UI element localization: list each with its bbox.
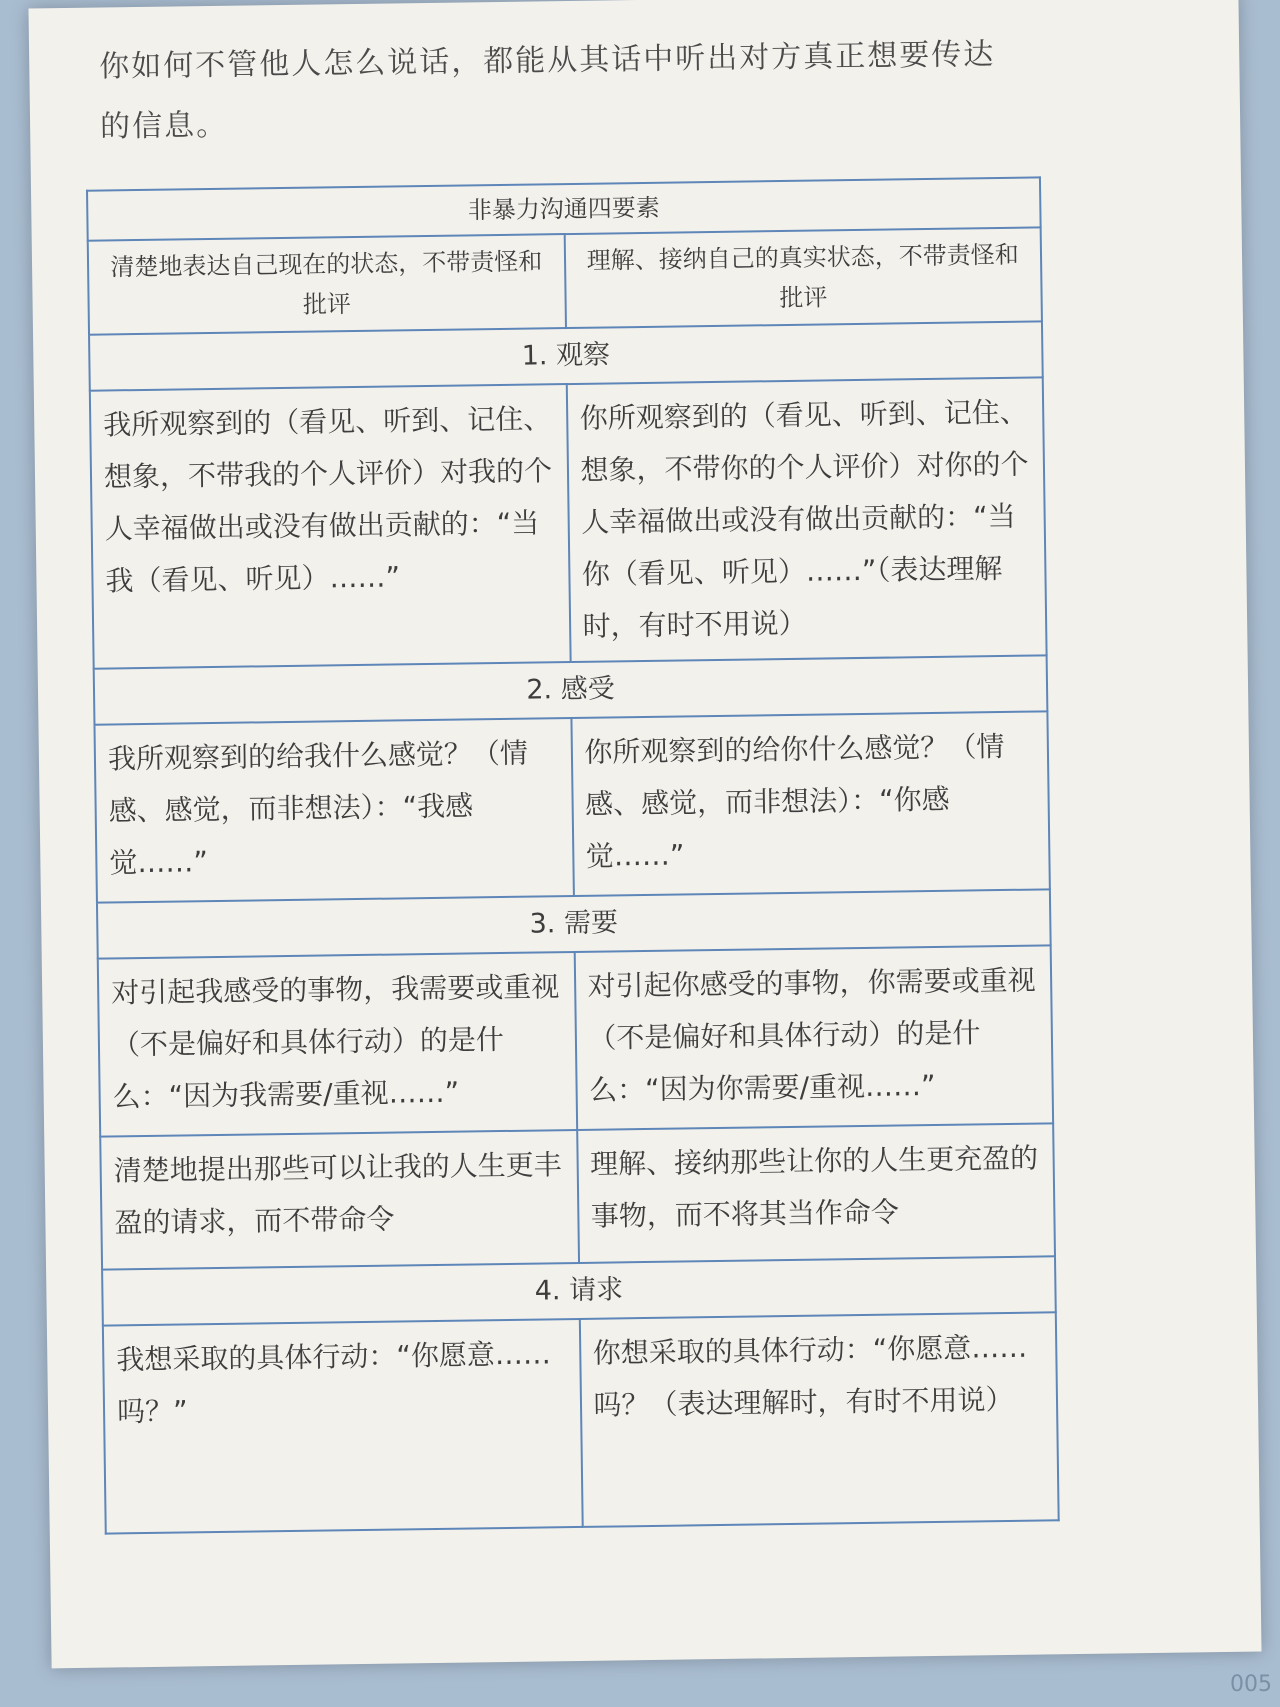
observation-receive-cell: 你所观察到的（看见、听到、记住、想象，不带你的个人评价）对你的个人幸福做出或没有做出贡献的：“当你（看见、听见）……”（表达理解时，有时不用说） xyxy=(566,377,1046,662)
page-number: 005 xyxy=(1230,1672,1272,1697)
nvc-table xyxy=(86,176,1060,1534)
need-receive-cell: 对引起你感受的事物，你需要或重视（不是偏好和具体行动）的是什么：“因为你需要/重视……” xyxy=(574,945,1053,1130)
request-intro-express-cell: 清楚地提出那些可以让我的人生更丰盈的请求，而不带命令 xyxy=(100,1130,578,1270)
intro-paragraph: 你如何不管他人怎么说话，都能从其话中听出对方真正想要传达的信息。 xyxy=(99,37,996,145)
request-receive-cell: 你想采取的具体行动：“你愿意……吗？（表达理解时，有时不用说） xyxy=(579,1312,1058,1527)
feeling-express-cell: 我所观察到的给我什么感觉？（情感、感觉，而非想法）：“我感觉……” xyxy=(94,718,573,903)
column-header-express: 清楚地表达自己现在的状态，不带责怪和批评 xyxy=(88,234,566,335)
section-heading-need: 3. 需要 xyxy=(97,889,1051,958)
need-express-cell: 对引起我感受的事物，我需要或重视（不是偏好和具体行动）的是什么：“因为我需要/重视……” xyxy=(98,952,577,1137)
table-title: 非暴力沟通四要素 xyxy=(87,177,1041,240)
request-intro-receive-cell: 理解、接纳那些让你的人生更充盈的事物，而不将其当作命令 xyxy=(577,1123,1055,1263)
section-heading-observation: 1. 观察 xyxy=(89,321,1043,390)
section-heading-feeling: 2. 感受 xyxy=(94,655,1048,724)
observation-express-cell: 我所观察到的（看见、听到、记住、想象，不带我的个人评价）对我的个人幸福做出或没有做出贡献的：“当我（看见、听见）……” xyxy=(90,384,570,669)
book-page xyxy=(28,0,1261,1668)
request-express-cell: 我想采取的具体行动：“你愿意……吗？” xyxy=(103,1319,582,1534)
feeling-receive-cell: 你所观察到的给你什么感觉？（情感、感觉，而非想法）：“你感觉……” xyxy=(571,711,1050,896)
section-heading-request: 4. 请求 xyxy=(102,1256,1056,1325)
column-header-receive: 理解、接纳自己的真实状态，不带责怪和批评 xyxy=(564,227,1042,328)
